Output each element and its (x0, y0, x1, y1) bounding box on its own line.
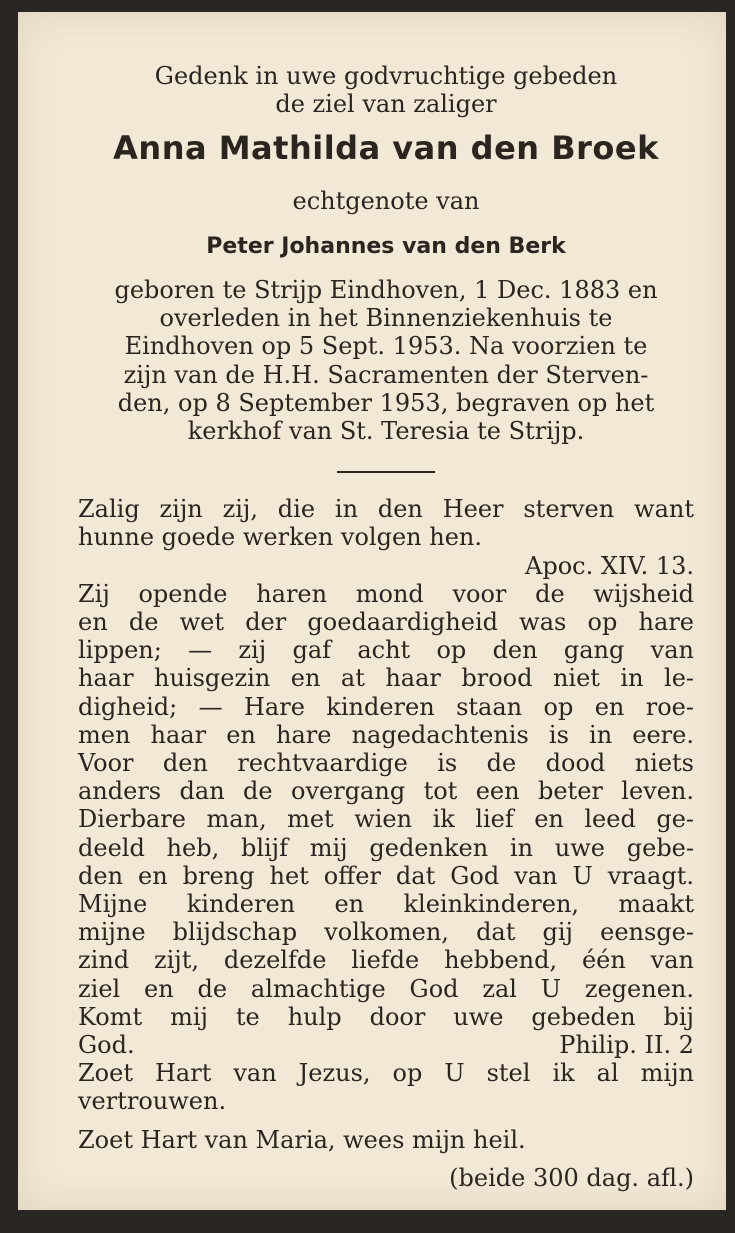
card-text (78, 62, 694, 1192)
text-line: Zij opende haren mond voor de wijsheid (78, 579, 694, 608)
spouse-name: Peter Johannes van den Berk (206, 234, 566, 259)
main-text (78, 580, 694, 1059)
verse (78, 495, 694, 580)
god-line (78, 1031, 694, 1059)
biography-line: den, op 8 September 1953, begraven op het (117, 388, 655, 417)
verse-line: hunne goede werken volgen hen. (78, 523, 483, 552)
text-line: Voor den rechtvaardige is de dood niets (78, 749, 694, 778)
indulgence-note: (beide 300 dag. afl.) (449, 1163, 694, 1192)
prayer-line: vertrouwen. (78, 1087, 227, 1116)
prayers (78, 1059, 694, 1192)
text-line: haar huisgezin en at haar brood niet in le- (78, 664, 694, 693)
biography-line: geboren te Strijp Eindhoven, 1 Dec. 1883 en (114, 276, 658, 304)
text-line: men haar en hare nagedachtenis is in eere. (78, 720, 694, 749)
prayer-line: Zoet Hart van Jezus, op U stel ik al mijn (78, 1059, 694, 1088)
text-line: Komt mij te hulp door uwe gebeden bij (78, 1002, 694, 1031)
text-line: Mijne kinderen en kleinkinderen, maakt (78, 890, 694, 919)
text-line: Dierbare man, met wien ik lief en leed ge- (78, 805, 694, 834)
text-line: anders dan de overgang tot een beter leven. (78, 777, 694, 806)
biography (78, 276, 694, 445)
deceased-name: Anna Mathilda van den Broek (113, 129, 659, 167)
text-line: mijne blijdschap volkomen, dat gij eensge- (78, 918, 694, 947)
card-paper (18, 12, 726, 1210)
biography-line: zijn van de H.H. Sacramenten der Sterven- (123, 360, 649, 389)
text-line: ziel en de almachtige God zal U zegenen. (78, 974, 694, 1003)
verse-line: Zalig zijn zij, die in den Heer sterven want (78, 495, 694, 524)
verse-reference: Apoc. XIV. 13. (525, 551, 694, 580)
heading-line-2: de ziel van zaliger (275, 90, 497, 118)
prayer-maria: Zoet Hart van Maria, wees mijn heil. (78, 1125, 526, 1154)
biography-line: kerkhof van St. Teresia te Strijp. (187, 417, 585, 446)
text-line: deeld heb, blijf mij gedenken in uwe gebe- (78, 833, 694, 862)
text-line: digheid; — Hare kinderen staan op en roe- (78, 692, 694, 721)
god-reference: Philip. II. 2 (559, 1031, 694, 1060)
divider (337, 471, 435, 473)
heading-line-1: Gedenk in uwe godvruchtige gebeden (154, 62, 618, 90)
text-line: zind zijt, dezelfde liefde hebbend, één van (78, 946, 694, 975)
text-line: en de wet der goedaardigheid was op hare (78, 608, 694, 637)
god-word: God. (78, 1031, 135, 1060)
biography-line: overleden in het Binnenziekenhuis te (159, 304, 613, 333)
text-line: den en breng het offer dat God van U vraagt. (78, 861, 694, 890)
biography-line: Eindhoven op 5 Sept. 1953. Na voorzien te (124, 332, 648, 361)
text-line: lippen; — zij gaf acht op den gang van (78, 636, 694, 665)
spouse-intro: echtgenote van (292, 187, 480, 215)
